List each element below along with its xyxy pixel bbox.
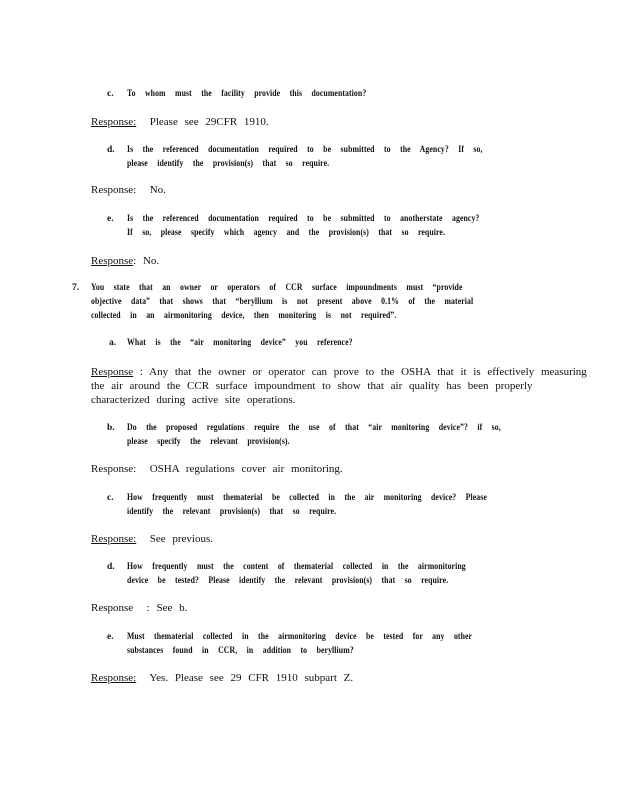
response-text: characterized during active site operations.	[91, 394, 296, 406]
response-block	[91, 673, 353, 684]
response-text: See previous.	[149, 533, 213, 545]
response-text: the air around the CCR surface impoundment to show that air quality has been properly	[91, 380, 533, 392]
question-line: Is the referenced documentation required to be submitted to the Agency? If so,	[127, 145, 483, 155]
question-line: objective data” that shows that “beryllium is not present above 0.1% of the material	[91, 297, 474, 307]
response-block	[91, 256, 159, 267]
question-line: To whom must the facility provide this documentation?	[127, 89, 367, 99]
response-text: Please see 29CFR 1910.	[149, 116, 269, 128]
response-text: No.	[149, 184, 166, 196]
response-label: Response:	[91, 672, 137, 684]
item-letter: e.	[107, 632, 114, 642]
response-block	[91, 367, 587, 378]
response-block	[91, 534, 213, 545]
item-number: 7.	[72, 283, 80, 293]
response-text: Yes. Please see 29 CFR 1910 subpart Z.	[149, 672, 354, 684]
item-letter: b.	[107, 423, 115, 433]
question-line: You state that an owner or operators of CCR surface impoundments must “provide	[91, 283, 463, 293]
question-line: How frequently must thematerial be collected in the air monitoring device? Please	[127, 493, 487, 503]
response-block	[91, 464, 343, 475]
response-block	[91, 117, 269, 128]
response-label: Response:	[91, 533, 137, 545]
response-label: Response:	[91, 116, 137, 128]
question-line: Must thematerial collected in the airmonitoring device be tested for any other	[127, 632, 473, 642]
response-block	[91, 603, 187, 614]
question-line: identify the relevant provision(s) that so require.	[127, 507, 337, 517]
response-label: Response	[91, 255, 134, 267]
question-line: please specify the relevant provision(s).	[127, 437, 290, 447]
response-text: : No.	[133, 255, 160, 267]
question-line: How frequently must the content of thematerial collected in the airmonitoring	[127, 562, 466, 572]
question-line: What is the “air monitoring device” you reference?	[127, 338, 353, 348]
response-block	[91, 185, 166, 196]
question-line: collected in an airmonitoring device, then monitoring is not required”.	[91, 311, 397, 321]
question-line: please identify the provision(s) that so require.	[127, 159, 330, 169]
question-line: If so, please specify which agency and the provision(s) that so require.	[127, 228, 445, 238]
response-label: Response:	[91, 184, 137, 196]
item-letter: a.	[109, 338, 117, 348]
question-line: substances found in CCR, in addition to beryllium?	[127, 646, 354, 656]
question-line: Do the proposed regulations require the use of that “air monitoring device”? if so,	[127, 423, 501, 433]
response-text: : See b.	[146, 602, 188, 614]
response-label: Response:	[91, 463, 137, 475]
item-letter: d.	[107, 562, 115, 572]
question-line: device be tested? Please identify the relevant provision(s) that so require.	[127, 576, 449, 586]
response-label: Response	[91, 602, 134, 614]
item-letter: d.	[107, 145, 115, 155]
response-text: OSHA regulations cover air monitoring.	[149, 463, 343, 475]
item-letter: c.	[107, 493, 114, 503]
item-letter: e.	[107, 214, 114, 224]
response-text: : Any that the owner or operator can prove to the OSHA that it is effectively measuring	[139, 366, 587, 378]
question-line: Is the referenced documentation required to be submitted to anotherstate agency?	[127, 214, 480, 224]
response-label: Response	[91, 366, 134, 378]
item-letter: c.	[107, 89, 114, 99]
